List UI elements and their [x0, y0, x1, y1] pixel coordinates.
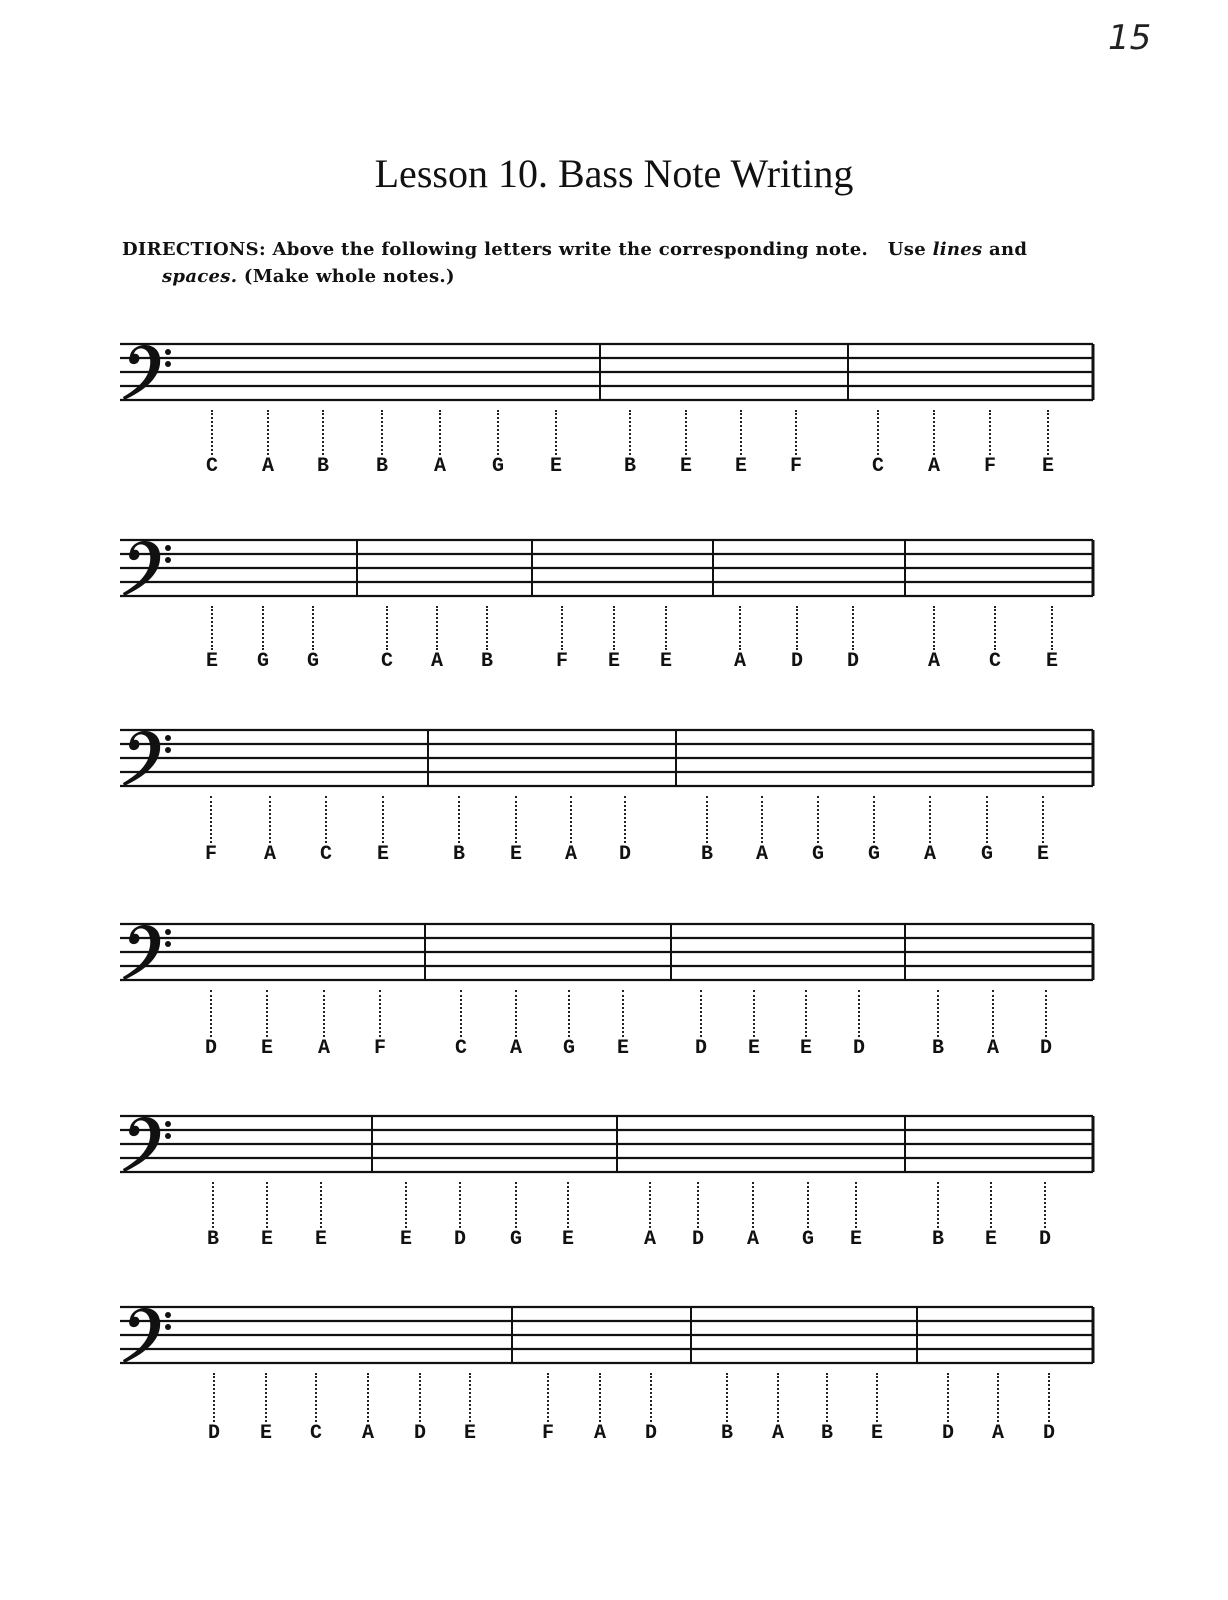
note-letter: B	[375, 455, 389, 478]
note-letter: E	[616, 1037, 630, 1060]
note-letter: E	[1036, 843, 1050, 866]
note-letter: E	[259, 1422, 273, 1445]
note-letter: A	[927, 455, 941, 478]
note-letter: D	[1038, 1228, 1052, 1251]
note-letter: E	[870, 1422, 884, 1445]
note-letter: F	[204, 843, 218, 866]
guide-stem	[265, 1373, 267, 1422]
note-letter: E	[509, 843, 523, 866]
directions-use: Use	[887, 239, 926, 260]
note-letter: E	[849, 1228, 863, 1251]
directions-label: DIRECTIONS:	[122, 239, 266, 260]
note-letter: E	[984, 1228, 998, 1251]
note-letter: G	[562, 1037, 576, 1060]
note-letter: A	[755, 843, 769, 866]
note-letter: B	[480, 650, 494, 673]
note-letter: B	[820, 1422, 834, 1445]
note-letter: D	[644, 1422, 658, 1445]
directions-text: Above the following letters write the corresponding note.	[272, 239, 869, 260]
guide-stem	[876, 1373, 878, 1422]
note-letter: C	[380, 650, 394, 673]
note-letter: C	[205, 455, 219, 478]
note-letter: D	[691, 1228, 705, 1251]
note-letter: B	[623, 455, 637, 478]
guide-stem	[650, 1373, 652, 1422]
note-letter: G	[256, 650, 270, 673]
directions-note: (Make whole notes.)	[243, 266, 455, 287]
note-letter: G	[491, 455, 505, 478]
note-letter: D	[453, 1228, 467, 1251]
note-letter: A	[263, 843, 277, 866]
guide-stem	[599, 1373, 601, 1422]
guide-stem	[367, 1373, 369, 1422]
note-letter: A	[733, 650, 747, 673]
note-letter: E	[747, 1037, 761, 1060]
guide-stem	[315, 1373, 317, 1422]
guide-stem	[997, 1373, 999, 1422]
note-letter: E	[1041, 455, 1055, 478]
note-letter: D	[694, 1037, 708, 1060]
note-letter: E	[679, 455, 693, 478]
note-letter: E	[1045, 650, 1059, 673]
guide-stem	[777, 1373, 779, 1422]
note-letter: E	[260, 1037, 274, 1060]
guide-stem	[469, 1373, 471, 1422]
note-letter: D	[1039, 1037, 1053, 1060]
note-letter: C	[319, 843, 333, 866]
note-letter: C	[454, 1037, 468, 1060]
guide-stem	[1048, 1373, 1050, 1422]
page-title: Lesson 10. Bass Note Writing	[374, 151, 854, 196]
note-letter: G	[306, 650, 320, 673]
note-letter: E	[659, 650, 673, 673]
note-letter: G	[980, 843, 994, 866]
note-letter: D	[413, 1422, 427, 1445]
note-letter: F	[555, 650, 569, 673]
note-letter: D	[1042, 1422, 1056, 1445]
guide-stem	[826, 1373, 828, 1422]
note-letter: B	[931, 1037, 945, 1060]
note-letter: A	[509, 1037, 523, 1060]
note-letter: D	[941, 1422, 955, 1445]
note-letter: G	[509, 1228, 523, 1251]
guide-stem	[213, 1373, 215, 1422]
note-letter: B	[700, 843, 714, 866]
note-letter: A	[986, 1037, 1000, 1060]
page-number: 15	[1108, 18, 1152, 58]
note-letter: E	[561, 1228, 575, 1251]
note-letter: B	[206, 1228, 220, 1251]
note-letter: F	[789, 455, 803, 478]
note-letter: C	[871, 455, 885, 478]
note-letter: B	[720, 1422, 734, 1445]
note-letter: B	[316, 455, 330, 478]
note-letter: G	[867, 843, 881, 866]
note-letter: E	[799, 1037, 813, 1060]
note-letter: D	[204, 1037, 218, 1060]
note-letter: A	[361, 1422, 375, 1445]
note-letter: G	[801, 1228, 815, 1251]
note-letter: E	[260, 1228, 274, 1251]
note-letter: E	[734, 455, 748, 478]
guide-stem	[547, 1373, 549, 1422]
directions-and: and	[989, 239, 1028, 260]
note-letter: G	[811, 843, 825, 866]
note-letter: A	[927, 650, 941, 673]
note-letter: E	[463, 1422, 477, 1445]
directions-spaces: spaces.	[162, 266, 238, 287]
note-letter: A	[261, 455, 275, 478]
note-letter: A	[433, 455, 447, 478]
note-letter: D	[207, 1422, 221, 1445]
guide-stem	[947, 1373, 949, 1422]
guide-stem	[419, 1373, 421, 1422]
guide-stem	[726, 1373, 728, 1422]
note-letter: A	[923, 843, 937, 866]
note-letter: E	[399, 1228, 413, 1251]
note-letter: E	[376, 843, 390, 866]
note-letter: E	[607, 650, 621, 673]
note-letter: A	[643, 1228, 657, 1251]
note-letter: A	[771, 1422, 785, 1445]
note-letter: E	[314, 1228, 328, 1251]
note-letter: F	[983, 455, 997, 478]
note-letter: A	[991, 1422, 1005, 1445]
note-letter: B	[931, 1228, 945, 1251]
note-letter: D	[846, 650, 860, 673]
note-letter: A	[593, 1422, 607, 1445]
note-letter: A	[746, 1228, 760, 1251]
note-letter: E	[205, 650, 219, 673]
note-letter: D	[852, 1037, 866, 1060]
note-letter: C	[988, 650, 1002, 673]
note-letter: F	[541, 1422, 555, 1445]
directions-lines: lines	[932, 239, 983, 260]
note-letter: A	[317, 1037, 331, 1060]
note-letter: D	[790, 650, 804, 673]
note-letter: A	[564, 843, 578, 866]
note-letter: D	[618, 843, 632, 866]
note-letter: F	[373, 1037, 387, 1060]
note-letter: A	[430, 650, 444, 673]
note-letter: C	[309, 1422, 323, 1445]
note-letter: E	[549, 455, 563, 478]
note-letter: B	[452, 843, 466, 866]
